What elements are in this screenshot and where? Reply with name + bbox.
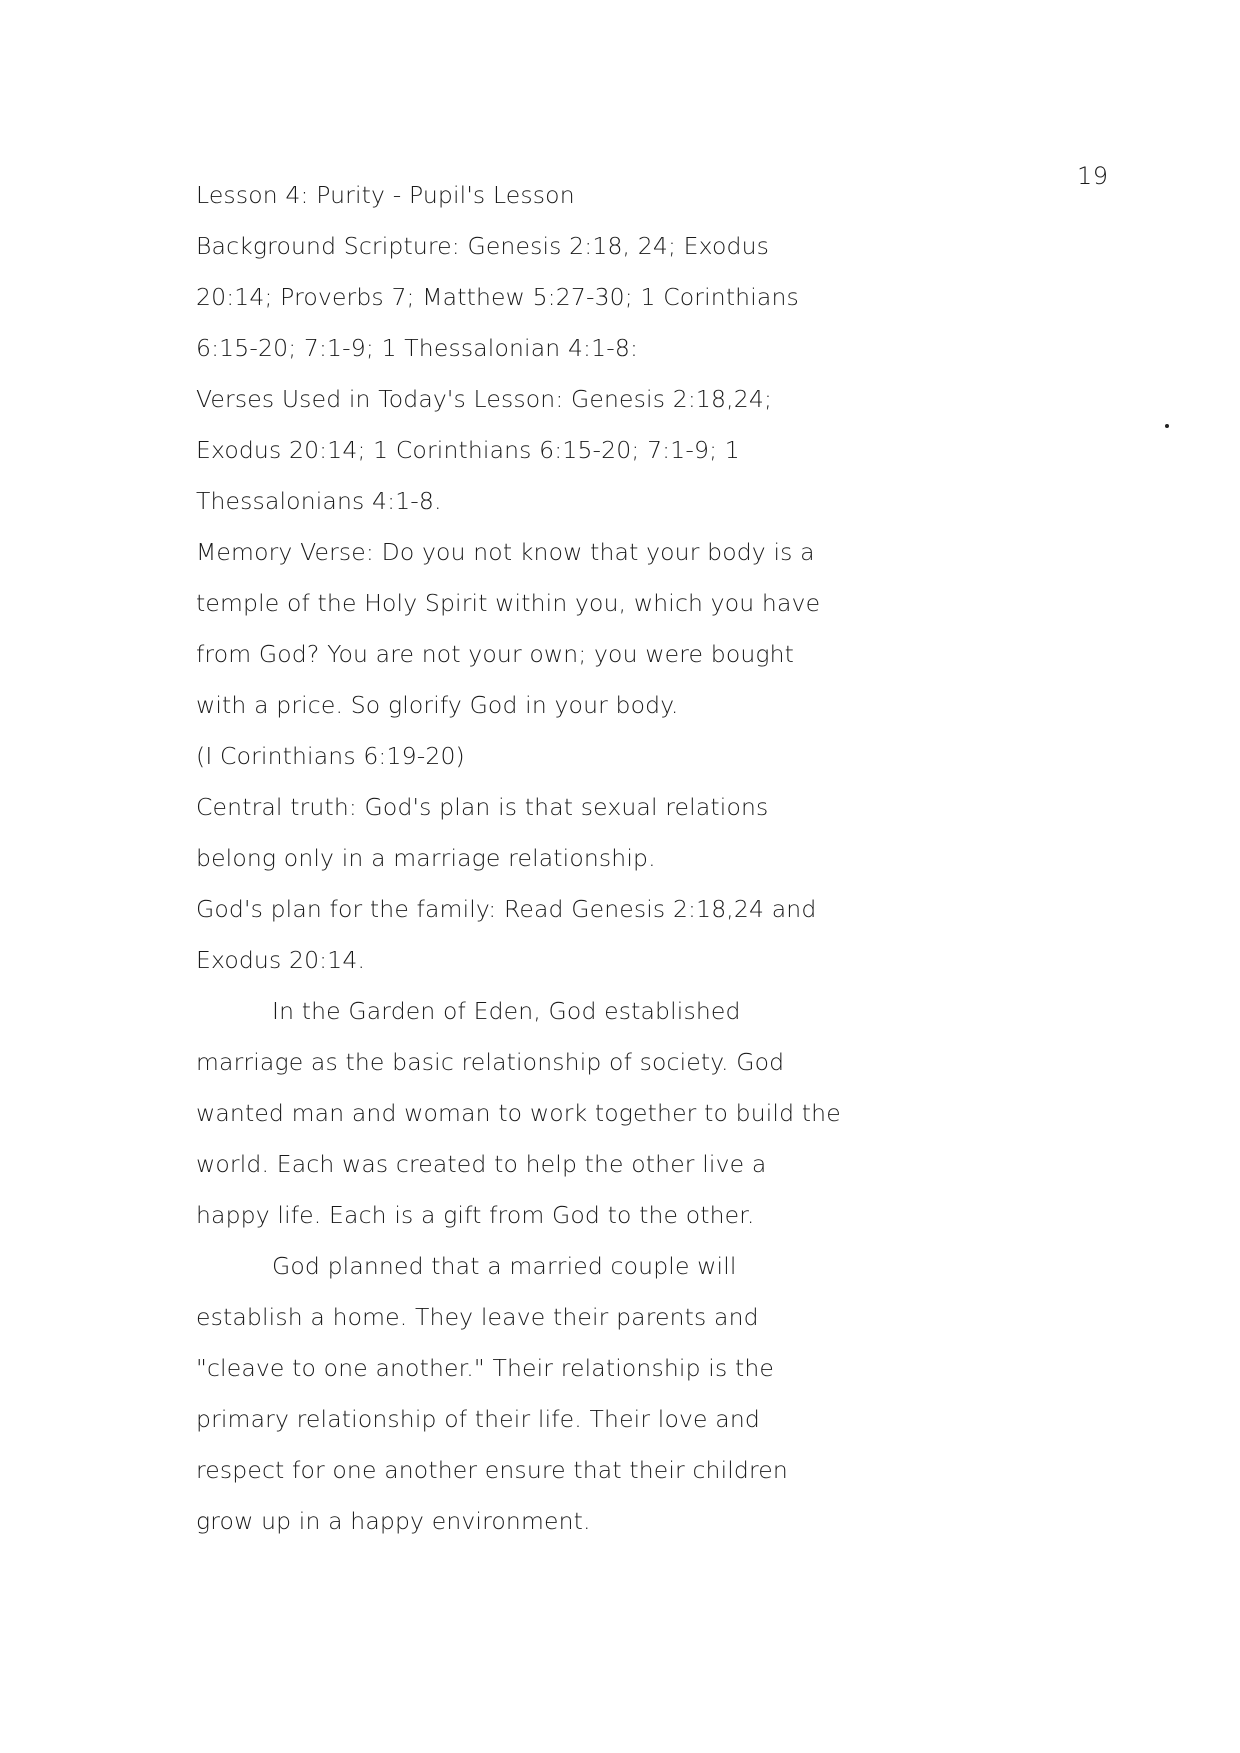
- lesson-text: [196, 170, 841, 1547]
- text-line: wanted man and woman to work together to build the: [196, 1099, 841, 1127]
- text-line: Exodus 20:14.: [196, 946, 366, 974]
- text-line: grow up in a happy environment.: [196, 1507, 591, 1535]
- text-line: world. Each was created to help the other live a: [196, 1150, 767, 1178]
- text-line: In the Garden of Eden, God established: [272, 997, 741, 1025]
- text-line: God's plan for the family: Read Genesis 2:18,24 and: [196, 895, 817, 923]
- text-line: marriage as the basic relationship of society. God: [196, 1048, 785, 1076]
- text-line: Exodus 20:14; 1 Corinthians 6:15-20; 7:1-9; 1: [196, 436, 740, 464]
- text-line: Verses Used in Today's Lesson: Genesis 2:18,24;: [196, 385, 773, 413]
- text-line: belong only in a marriage relationship.: [196, 844, 656, 872]
- text-line: establish a home. They leave their parents and: [196, 1303, 759, 1331]
- text-line: respect for one another ensure that their children: [196, 1456, 788, 1484]
- page-number: 19: [1077, 162, 1109, 190]
- text-line: Thessalonians 4:1-8.: [196, 487, 442, 515]
- text-line: Lesson 4: Purity - Pupil's Lesson: [196, 181, 575, 209]
- text-line: Central truth: God's plan is that sexual relations: [196, 793, 769, 821]
- text-line: from God? You are not your own; you were bought: [196, 640, 795, 668]
- text-line: Background Scripture: Genesis 2:18, 24; Exodus: [196, 232, 770, 260]
- text-line: God planned that a married couple will: [272, 1252, 737, 1280]
- text-line: happy life. Each is a gift from God to the other.: [196, 1201, 755, 1229]
- text-line: temple of the Holy Spirit within you, which you have: [196, 589, 821, 617]
- text-line: primary relationship of their life. Their love and: [196, 1405, 760, 1433]
- text-line: (I Corinthians 6:19-20): [196, 742, 465, 770]
- text-line: with a price. So glorify God in your body.: [196, 691, 679, 719]
- text-line: 20:14; Proverbs 7; Matthew 5:27-30; 1 Corinthians: [196, 283, 799, 311]
- scan-speck: [1165, 424, 1169, 428]
- text-line: "cleave to one another." Their relationship is the: [196, 1354, 774, 1382]
- text-line: Memory Verse: Do you not know that your body is a: [196, 538, 815, 566]
- text-line: 6:15-20; 7:1-9; 1 Thessalonian 4:1-8:: [196, 334, 639, 362]
